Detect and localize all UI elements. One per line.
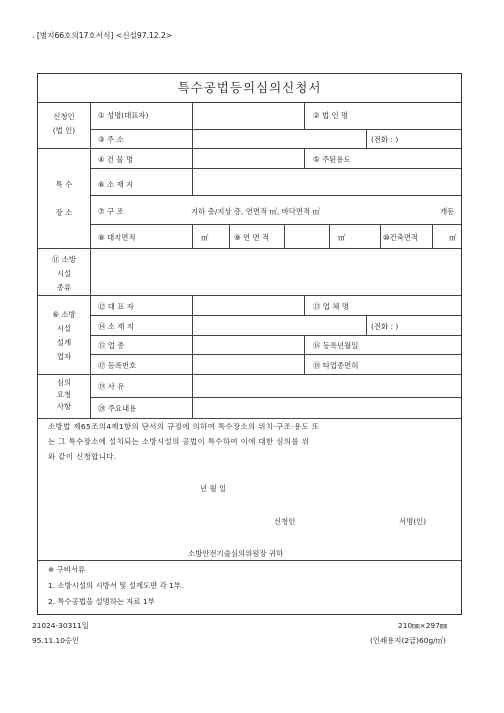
main-content-label: ⑳ 주요내용 [98,404,137,413]
footer-size: 210㎜×297㎜ [398,621,448,630]
site-area-unit: ㎡ [201,233,209,242]
structure-detail: 지하 층/지상 층, 연면적 ㎡, 바닥면적 ㎡ [191,207,320,216]
site-area-label: ⑧ 대지면적 [98,233,136,242]
building-name-label: ④ 건 물 명 [98,155,134,164]
corp-name-label: ② 법 인 명 [313,111,349,120]
footer-approved: 95.11.10승인 [32,636,80,645]
section-applicant: 신청인 (법 인) [52,112,76,135]
reason-label: ⑲ 사 유 [98,382,125,391]
designer-location-label: ⑭ 소 재 지 [98,322,134,331]
section-designer: ⑥ 소방 시설 설계 업자 [52,310,76,361]
form-number: . [별지66호의17호서식] <신설97.12.2> [32,31,173,40]
other-license-label: ⑱ 타업종면허 [313,361,359,370]
section-facility-type: ⑪ 소방 시설 종류 [51,255,77,292]
representative-label: ⑫ 대 표 자 [98,302,134,311]
designer-phone-label: (전화 : ) [371,322,399,331]
section-review: 심의 요청 사항 [56,378,72,411]
registration-number-label: ⑰ 등록번호 [98,361,137,370]
statement-line-1: 소방법 제65조의4제1항의 단서의 규정에 의하여 특수장소의 위치·구조·용도 또 [48,422,320,431]
company-name-label: ⑬ 업 체 명 [313,302,349,311]
applicant-phone-label: (전화 : ) [371,135,399,144]
building-area-label: ⑩건축면적 [383,233,419,242]
form-title: 특수공법등의심의신청서 [38,74,461,103]
section-special-place: 특 수 장 소 [55,180,73,217]
building-count: 개동 [440,207,455,216]
name-label: ① 성명(대표자) [98,111,149,120]
building-area-unit: ㎡ [449,233,457,242]
registration-date-label: ⑯ 등록년월일 [313,341,359,350]
footer-paper: (인쇄용지(2급)60g/㎡) [370,636,446,645]
business-type-label: ⑮ 업 종 [98,341,125,350]
statement-line-3: 와 같이 신청합니다. [48,452,117,461]
address-label: ③ 주 소 [98,135,124,144]
signature-label: 서명(인) [399,517,427,526]
document-item-1: 1. 소방시설의 시방서 및 설계도면 각 1부. [48,581,184,590]
structure-label: ⑦ 구 조 [98,207,124,216]
footer-code: 21024-30311일 [32,621,89,630]
floor-area-label: ⑨ 연 면 적 [234,233,270,242]
application-form [37,73,462,615]
main-use-label: ⑤ 주된용도 [313,155,351,164]
floor-area-unit: ㎡ [338,233,346,242]
document-item-2: 2. 특수공법을 설명하는 자료 1부 [48,597,155,606]
applicant-line: 신청인 [274,517,296,526]
addressee: 소방안전기술심의위원장 귀하 [188,549,284,558]
location-label: ⑥ 소 재 지 [98,180,134,189]
statement-line-2: 는 그 특수장소에 설치되는 소방시설의 공법이 특수하여 이에 대한 심의를 위 [48,437,310,446]
date-line: 년 월 일 [200,484,227,493]
documents-title: ※ 구비서류 [48,565,86,574]
